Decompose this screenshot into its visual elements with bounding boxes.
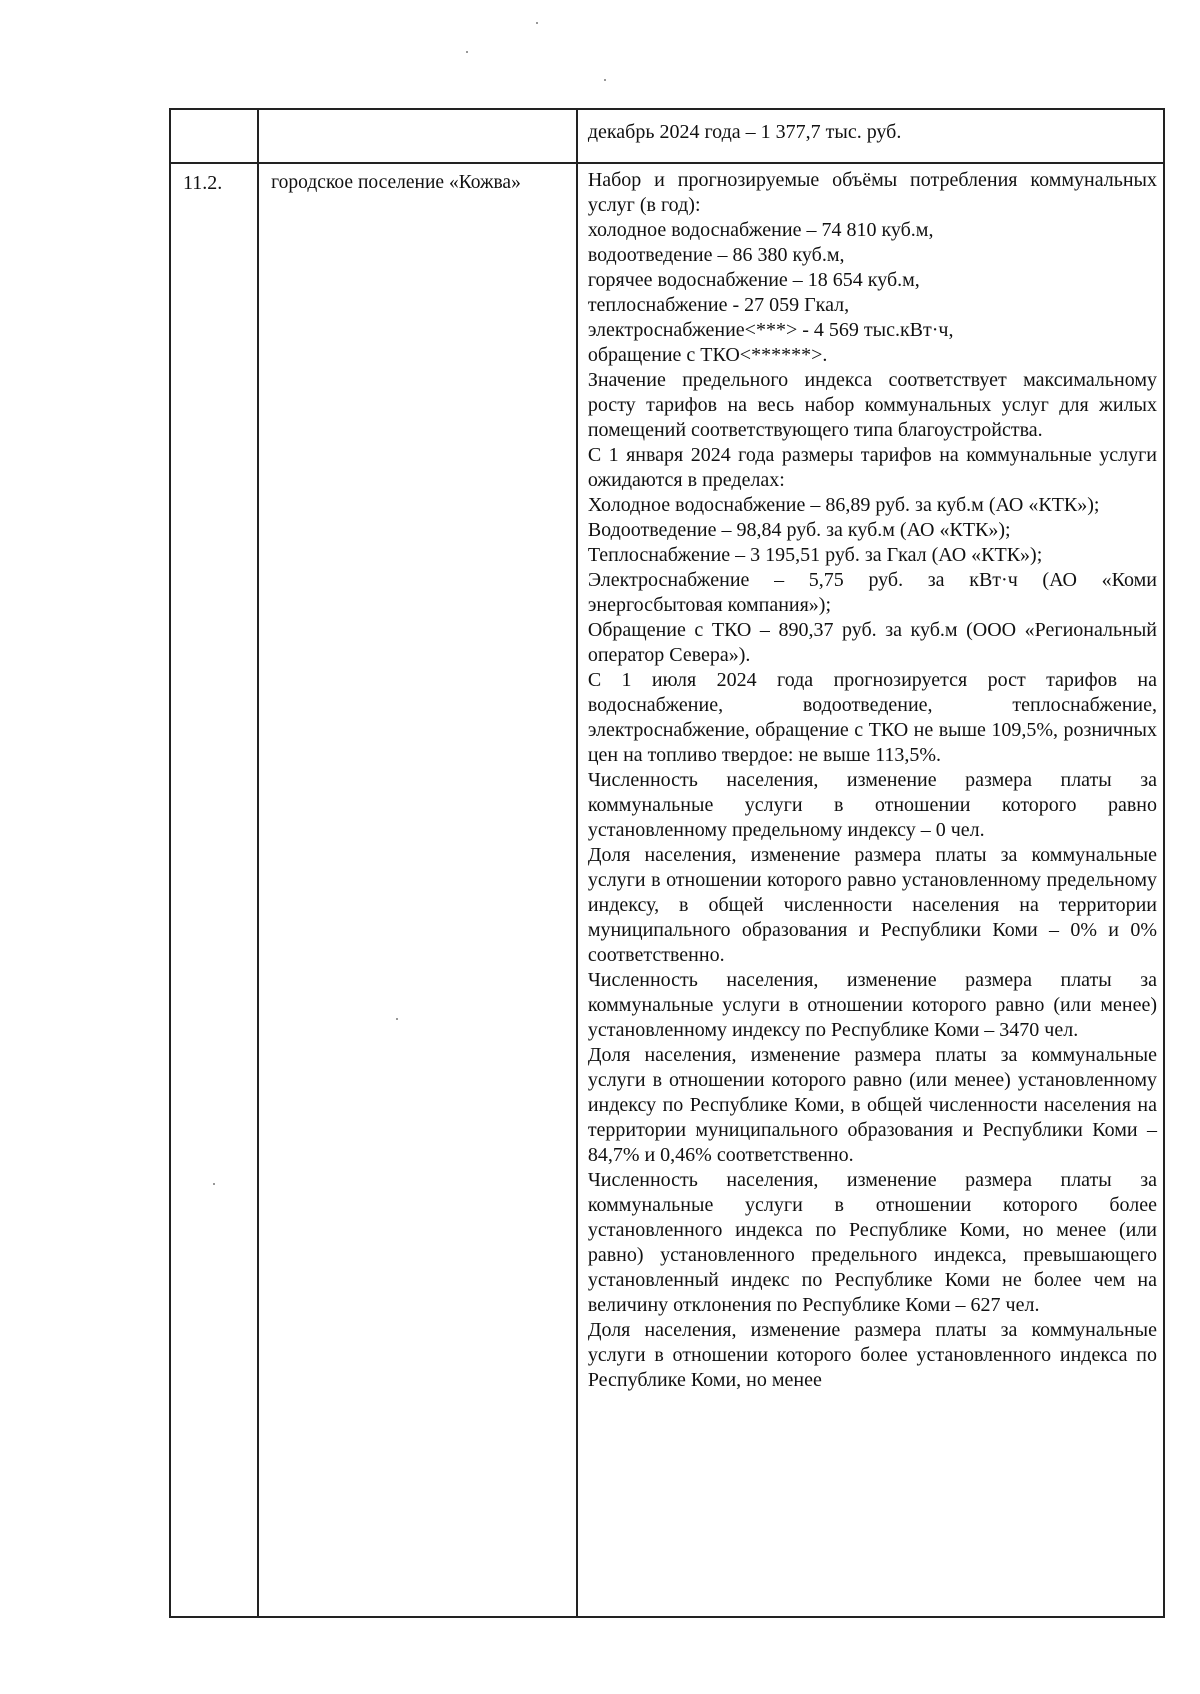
- table-row: [170, 109, 1164, 163]
- paragraph: электроснабжение<***> - 4 569 тыс.кВт·ч,: [587, 319, 954, 341]
- scan-speck: [536, 22, 538, 24]
- paragraph: холодное водоснабжение – 74 810 куб.м,: [587, 219, 934, 241]
- paragraph: Водоотведение – 98,84 руб. за куб.м (АО «КТК»);: [587, 519, 1011, 541]
- paragraph: Теплоснабжение – 3 195,51 руб. за Гкал (АО «КТК»);: [587, 544, 1043, 566]
- document-table: [169, 108, 1165, 1618]
- paragraph: Набор и прогнозируемые объёмы потребления коммунальных услуг (в год):: [587, 169, 1157, 216]
- paragraph: Доля населения, изменение размера платы за коммунальные услуги в отношении которого равно установленному предельному индексу, в общей численности населения на территории муниципального образования и Республики Коми – 0% и 0% соответственно.: [587, 844, 1157, 966]
- paragraph-list: [588, 168, 1157, 1393]
- paragraph: Холодное водоснабжение – 86,89 руб. за куб.м (АО «КТК»);: [587, 494, 1100, 516]
- paragraph: Численность населения, изменение размера платы за коммунальные услуги в отношении которого более установленного индекса по Республике Коми, но менее (или равно) установленного предельного индекса, превышающего установленный индекс по Республике Коми не более чем на величину отклонения по Республике Коми – 627 чел.: [587, 1169, 1157, 1316]
- paragraph: С 1 июля 2024 года прогнозируется рост тарифов на водоснабжение, водоотведение, теплоснабжение, электроснабжение, обращение с ТКО не выше 109,5%, розничных цен на топливо твердое: не выше 113,5%.: [587, 669, 1157, 766]
- table-row: [170, 163, 1164, 1617]
- paragraph: горячее водоснабжение – 18 654 куб.м,: [587, 269, 920, 291]
- row-number-cell: [170, 109, 258, 163]
- scan-speck: [466, 51, 468, 53]
- paragraph: Электроснабжение – 5,75 руб. за кВт·ч (АО «Коми энергосбытовая компания»);: [587, 569, 1157, 616]
- row-text-cell: декабрь 2024 года – 1 377,7 тыс. руб.: [577, 109, 1164, 163]
- scan-speck: [604, 79, 606, 81]
- paragraph: водоотведение – 86 380 куб.м,: [587, 244, 845, 266]
- paragraph: Значение предельного индекса соответствует максимальному росту тарифов на весь набор коммунальных услуг для жилых помещений соответствующего типа благоустройства.: [587, 369, 1157, 441]
- paragraph: С 1 января 2024 года размеры тарифов на коммунальные услуги ожидаются в пределах:: [587, 444, 1157, 491]
- row-number-cell: 11.2.: [170, 163, 258, 1617]
- paragraph: теплоснабжение - 27 059 Гкал,: [587, 294, 850, 316]
- scan-speck: [396, 1018, 398, 1020]
- paragraph: Обращение с ТКО – 890,37 руб. за куб.м (ООО «Региональный оператор Севера»).: [587, 619, 1157, 666]
- paragraph: Доля населения, изменение размера платы за коммунальные услуги в отношении которого более установленного индекса по Республике Коми, но менее: [587, 1319, 1157, 1391]
- row-name-cell: [258, 109, 577, 163]
- row-name-cell: городское поселение «Кожва»: [258, 163, 577, 1617]
- row-text-cell: [577, 163, 1164, 1617]
- scan-speck: [213, 1183, 215, 1185]
- paragraph: обращение с ТКО<******>.: [587, 344, 828, 366]
- paragraph: Численность населения, изменение размера платы за коммунальные услуги в отношении которого равно (или менее) установленному индексу по Республике Коми – 3470 чел.: [587, 969, 1157, 1041]
- paragraph: Доля населения, изменение размера платы за коммунальные услуги в отношении которого равно (или менее) установленному индексу по Республике Коми, в общей численности населения на территории муниципального образования и Республики Коми – 84,7% и 0,46% соответственно.: [587, 1044, 1157, 1166]
- paragraph: Численность населения, изменение размера платы за коммунальные услуги в отношении которого равно установленному предельному индексу – 0 чел.: [587, 769, 1157, 841]
